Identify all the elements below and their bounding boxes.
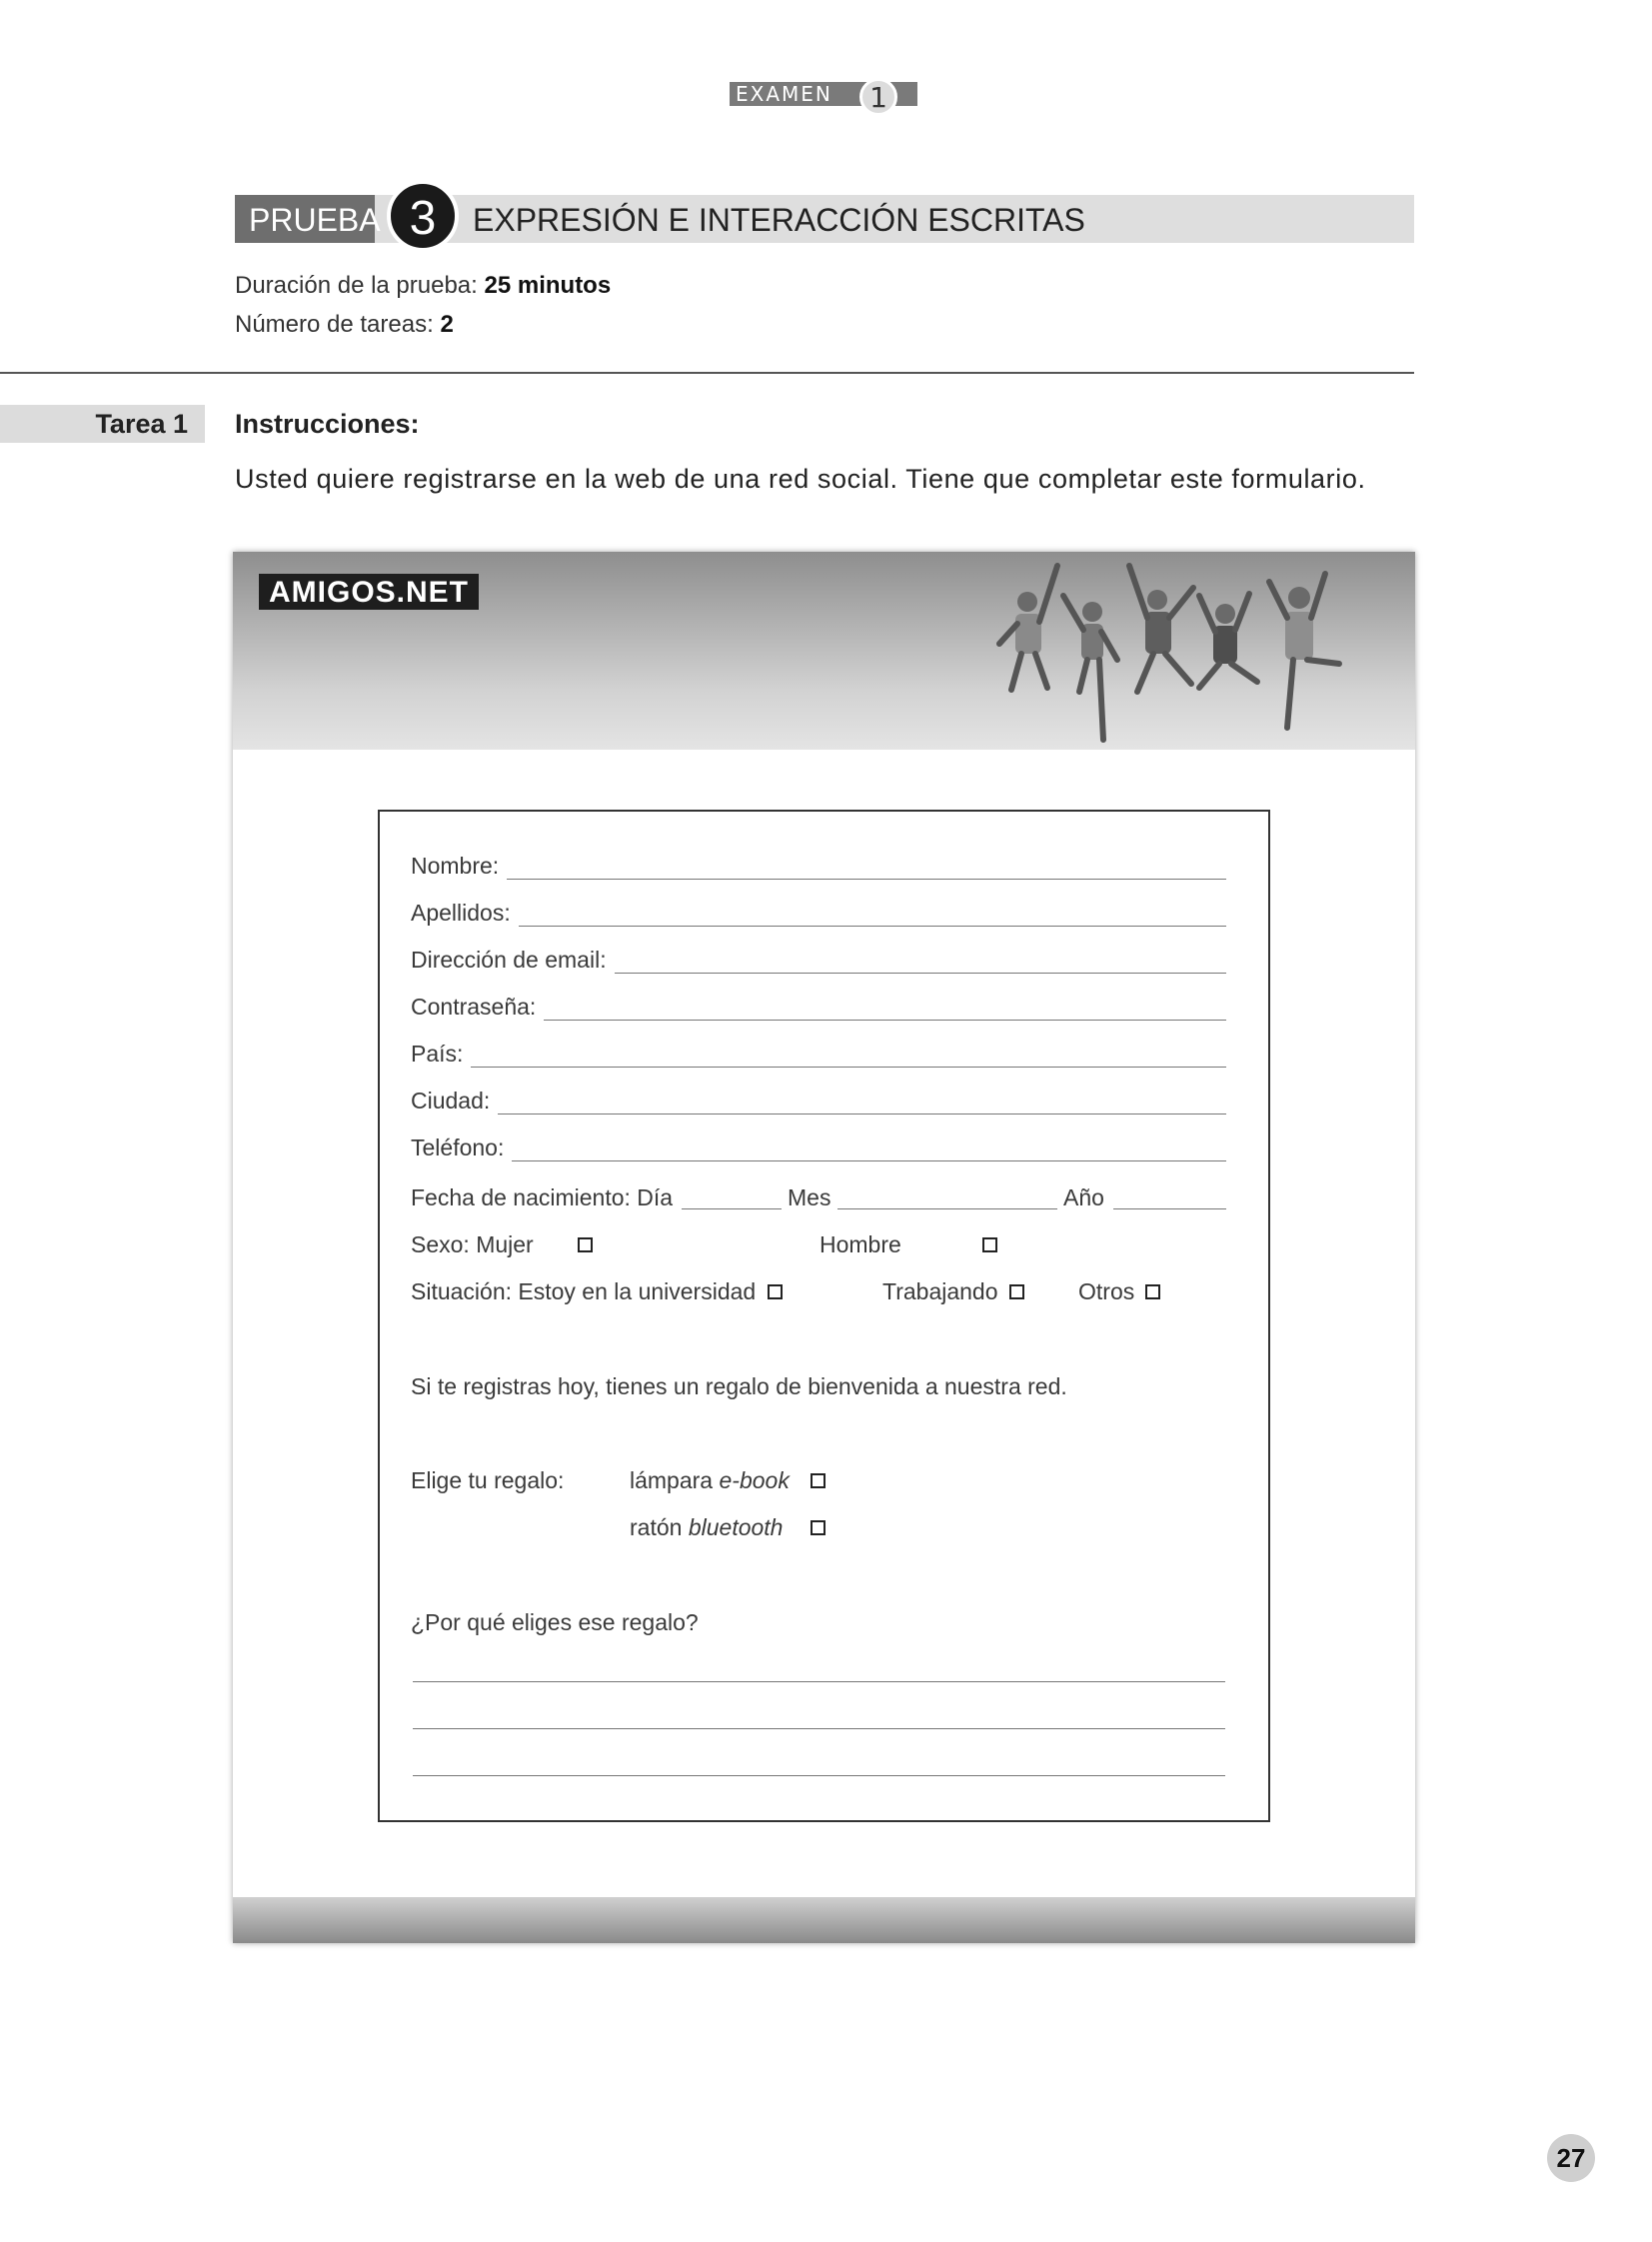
city-input[interactable] — [498, 1088, 1226, 1115]
field-email — [411, 938, 1226, 974]
situation-label: Situación: Estoy en la universidad — [411, 1278, 757, 1304]
birth-label: Fecha de nacimiento: Día — [411, 1184, 674, 1210]
duration-value: 25 minutos — [484, 272, 612, 299]
why-answer-line-2[interactable] — [413, 1728, 1225, 1729]
sex-label: Sexo: Mujer — [411, 1231, 534, 1257]
field-label: Teléfono: — [411, 1134, 505, 1160]
duration-label: Duración de la prueba: — [235, 272, 478, 299]
gift-option-bluetooth-label — [630, 1512, 783, 1542]
birth-month-input[interactable] — [837, 1208, 1057, 1209]
country-input[interactable] — [471, 1041, 1226, 1068]
password-input[interactable] — [544, 994, 1226, 1021]
situation-working-label: Trabajando — [882, 1278, 998, 1304]
field-label: Nombre: — [411, 853, 500, 879]
birth-day-input[interactable] — [682, 1208, 782, 1209]
website-banner — [233, 552, 1415, 750]
field-nombre — [411, 844, 1226, 880]
section-number: 3 — [387, 180, 459, 252]
tasks-label: Número de tareas: — [235, 311, 434, 338]
instructions-text: Usted quiere registrarse en la web de una red social. Tiene que completar este formulario. — [235, 464, 1366, 494]
field-pais — [411, 1032, 1226, 1068]
situation-other-checkbox[interactable] — [1145, 1284, 1160, 1299]
phone-input[interactable] — [512, 1134, 1226, 1161]
section-title: EXPRESIÓN E INTERACCIÓN ESCRITAS — [473, 202, 1085, 238]
field-contrasena — [411, 985, 1226, 1021]
birth-year-label: Año — [1063, 1184, 1104, 1210]
situation-working-checkbox[interactable] — [1009, 1284, 1024, 1299]
field-apellidos — [411, 891, 1226, 927]
gift-label: Elige tu regalo: — [411, 1467, 565, 1493]
gift-intro: Si te registras hoy, tienes un regalo de bienvenida a nuestra red. — [411, 1373, 1067, 1399]
divider — [0, 372, 1414, 374]
exam-tag-label: EXAMEN — [736, 82, 832, 106]
page-number: 27 — [1547, 2134, 1595, 2182]
birth-year-input[interactable] — [1113, 1208, 1226, 1209]
email-input[interactable] — [615, 947, 1226, 974]
instructions-title: Instrucciones: — [235, 409, 420, 439]
sex-male-label: Hombre — [820, 1231, 901, 1257]
website-footer — [233, 1897, 1415, 1943]
field-label: Contraseña: — [411, 994, 537, 1020]
gift-option-ebook-italic: e-book — [719, 1467, 790, 1493]
why-question: ¿Por qué eliges ese regalo? — [411, 1609, 699, 1635]
section-label: PRUEBA — [235, 195, 375, 243]
tasks-value: 2 — [440, 311, 454, 338]
sex-female-checkbox[interactable] — [578, 1237, 593, 1252]
task-label: Tarea 1 — [95, 409, 188, 439]
duration-line — [235, 272, 611, 300]
birth-month-label: Mes — [788, 1184, 831, 1210]
website-logo: AMIGOS.NET — [259, 574, 479, 610]
why-answer-line-3[interactable] — [413, 1775, 1225, 1776]
field-telefono — [411, 1125, 1226, 1161]
field-label: País: — [411, 1041, 464, 1067]
exam-tag — [730, 78, 919, 114]
situation-university-checkbox[interactable] — [768, 1284, 783, 1299]
gift-option-bluetooth-italic: bluetooth — [688, 1514, 784, 1540]
situation-other-label: Otros — [1078, 1278, 1135, 1304]
gift-option-ebook-word: lámpara — [630, 1467, 714, 1493]
field-label: Ciudad: — [411, 1088, 491, 1114]
field-label: Dirección de email: — [411, 947, 607, 973]
gift-option-bluetooth-word: ratón — [630, 1514, 683, 1540]
gift-option-ebook-label — [630, 1465, 790, 1495]
nombre-input[interactable] — [507, 853, 1226, 880]
gift-bluetooth-checkbox[interactable] — [811, 1520, 826, 1535]
tasks-line — [235, 311, 454, 339]
sex-male-checkbox[interactable] — [982, 1237, 997, 1252]
field-label: Apellidos: — [411, 900, 511, 926]
jumping-people-icon — [967, 552, 1387, 750]
apellidos-input[interactable] — [519, 900, 1226, 927]
field-ciudad — [411, 1079, 1226, 1115]
exam-tag-number: 1 — [859, 78, 897, 116]
gift-ebook-checkbox[interactable] — [811, 1473, 826, 1488]
why-answer-line-1[interactable] — [413, 1681, 1225, 1682]
